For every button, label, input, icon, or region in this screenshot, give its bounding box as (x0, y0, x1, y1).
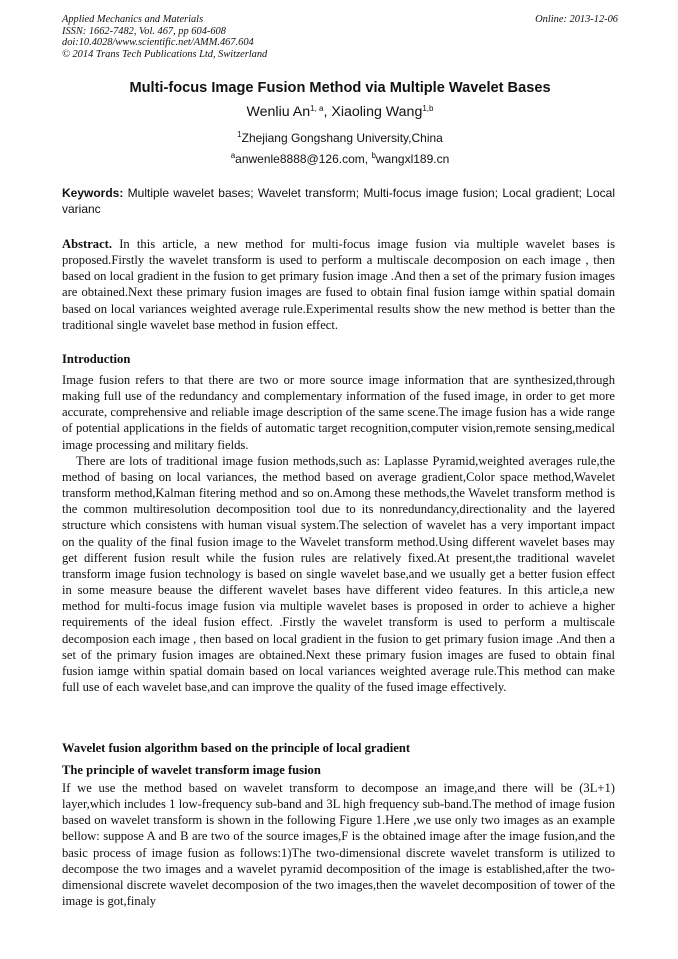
email-sup: a (230, 151, 236, 160)
copyright-line: © 2014 Trans Tech Publications Ltd, Switzerland (62, 48, 268, 60)
email-sup: b (371, 151, 376, 160)
paragraph: If we use the method based on wavelet transform to decompose an image,and there will be (3L+1) layer,which includes 1 low-frequency sub-band and 3L high frequency sub-band.The method of image fusion based on wavelet transform is shown in the following Figure 1.Here ,we use only two images as an example bellow: suppose A and B are two of the source images,F is the obtained image after the image fusion,and the basic process of image fusion as follows:1)The two-dimensional discrete wavelet transform is utilized to decompose the two images and a wavelet pyramid decomposition of the image is established,after the two-dimensional discrete wavelet decomposion of the two images,then the wavelet decomposition of tower of the image is got,finaly (62, 781, 615, 909)
abstract-label: Abstract. (62, 237, 113, 251)
doi-line[interactable]: doi:10.4028/www.scientific.net/AMM.467.604 (62, 37, 254, 49)
section-heading: Wavelet fusion algorithm based on the principle of local gradient (62, 741, 411, 755)
author-name: Xiaoling Wang (331, 104, 423, 120)
abstract-text: In this article, a new method for multi-focus image fusion via multiple wavelet bases is proposed.Firstly the wavelet transform is used to perform a multiscale decomposion on each image , then based on local gradient in the fusion to get primary fusion image .And then a set of the primary fusion images are obtained.Next these primary fusion images are fused to obtain final fusion iamge within spatial domain based on local variances weighted average rule.Experimental results show the new method is better than the traditional single wavelet base method in fusion effect. (62, 237, 615, 332)
subsection-heading: The principle of wavelet transform image fusion (62, 763, 321, 777)
keywords-label: Keywords: (62, 186, 124, 200)
paper-title: Multi-focus Image Fusion Method via Multiple Wavelet Bases (129, 80, 551, 96)
keywords (62, 186, 615, 217)
issn-line: ISSN: 1662-7482, Vol. 467, pp 604-608 (62, 25, 226, 37)
author-separator: , (323, 104, 332, 120)
keywords-text: Multiple wavelet bases; Wavelet transform; Multi-focus image fusion; Local gradient; Local varianc (62, 186, 615, 216)
email-separator: , (364, 152, 372, 166)
journal-header (62, 14, 618, 60)
paragraph: Image fusion refers to that there are two or more source image information that are synthesized,through making full use of the redundancy and complementary information of the fused image, in order to get more accurate, comprehensive and reliable image description of the same scene.The image fusion has a wide range of potential applications in the fields of automatic target recognition,computer vision,remote sensing,medical image processing and military fields. (62, 373, 615, 452)
introduction-body (62, 372, 615, 695)
author-line (62, 104, 618, 120)
author-name: Wenliu An (246, 104, 311, 120)
author-sup: 1,b (422, 104, 434, 113)
paragraph: There are lots of traditional image fusion methods,such as: Laplasse Pyramid,weighted averages rule,the method of basing on local variances, the method based on average gradient,Color space method,Wavelet transform method,Kalman fitering method and so on.Among these methods,the Wavelet transform method is the common multiresolution decomposition tool due to its nonredundancy,directionality and the layered structure which consistens with human visual system.The selection of wavelet has a very important impact on the quality of the final fusion image to the Wavelet transform method.Using different wavelet bases may get different fusion result while the fusion rules are relatively fixed.At present,the traditional wavelet transform image fusion technology is based on single wavelet base,and we usually get a better fusion effect in some measure beause the different wavelet bases have different video features. In this article,a new method for multi-focus image fusion via multiple wavelet bases is proposed in order to achieve a higher requirements of the ideal fusion effect. .Firstly the wavelet transform is used to perform a multiscale decomposion each image , then based on local gradient in the fusion to get primary fusion image .And then a set of the primary fusion images are obtained.Next these primary fusion images are fused to obtain final fusion iamge within spatial domain based on local variances weighted average rule.This method can make full use of each wavelet base,and can improve the quality of the fused image effectively. (62, 453, 615, 694)
author-sup: 1, a (310, 104, 324, 113)
section-heading: Introduction (62, 352, 131, 366)
email-address[interactable]: anwenle8888@126.com (235, 152, 365, 166)
affiliation-line (62, 131, 618, 145)
affiliation-text: Zhejiang Gongshang University,China (241, 131, 443, 145)
affiliation-sup: 1 (237, 130, 242, 139)
online-date: Online: 2013-12-06 (535, 14, 618, 25)
email-line (62, 152, 618, 166)
email-address[interactable]: wangxl189.cn (375, 152, 450, 166)
abstract (62, 236, 615, 333)
journal-name: Applied Mechanics and Materials (62, 14, 204, 25)
